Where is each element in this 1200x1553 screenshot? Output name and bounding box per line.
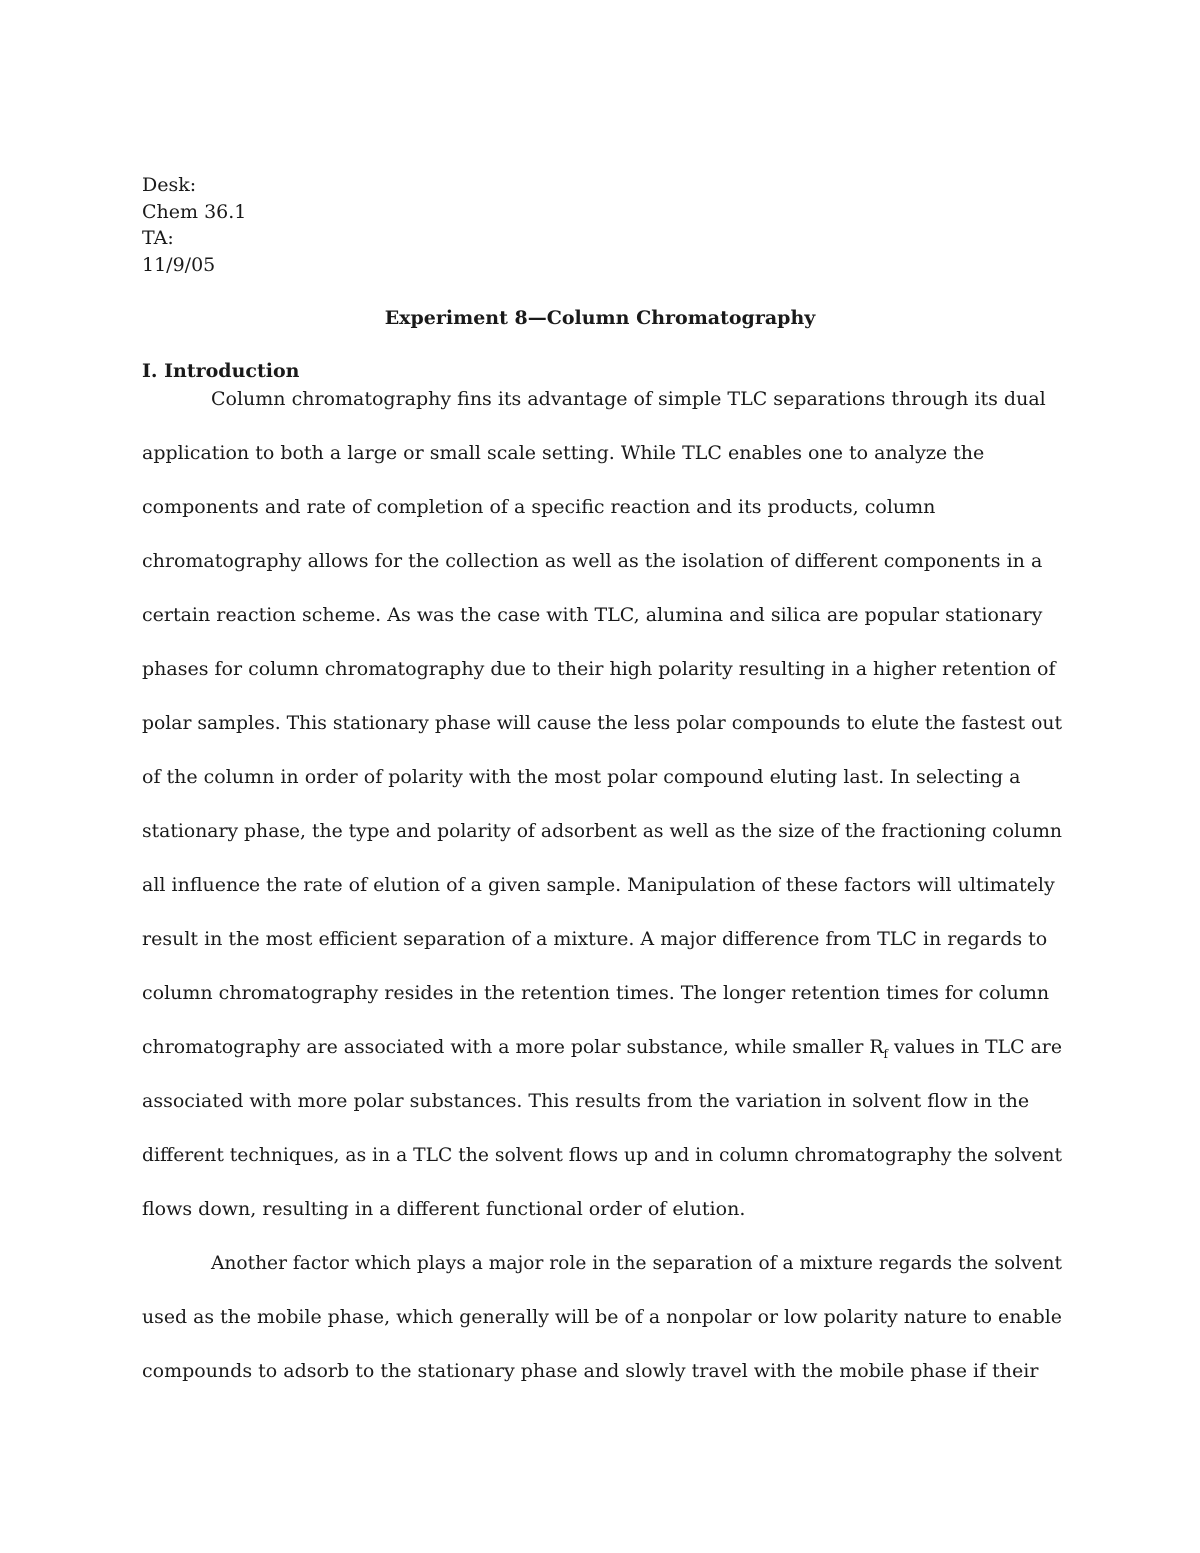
desk-label: Desk: [142, 174, 197, 196]
rf-subscript: f [883, 1046, 888, 1061]
paragraph-line: application to both a large or small scale setting. While TLC enables one to analyze the [142, 442, 985, 464]
paragraph-line: used as the mobile phase, which generally will be of a nonpolar or low polarity nature to enable [142, 1306, 1062, 1328]
paragraph-line: certain reaction scheme. As was the case with TLC, alumina and silica are popular stationary [142, 604, 1043, 626]
paragraph-line: flows down, resulting in a different functional order of elution. [142, 1198, 746, 1220]
paragraph-line: result in the most efficient separation of a mixture. A major difference from TLC in regards to [142, 928, 1048, 950]
course-label: Chem 36.1 [142, 200, 247, 223]
paragraph-line-rf [142, 1034, 1062, 1060]
document-header [142, 172, 246, 278]
ta-label: TA: [142, 227, 174, 249]
paragraph-line: of the column in order of polarity with the most polar compound eluting last. In selecting a [142, 766, 1021, 788]
rf-text-before: chromatography are associated with a more polar substance, while smaller R [142, 1036, 884, 1058]
paragraph-line: compounds to adsorb to the stationary phase and slowly travel with the mobile phase if their [142, 1360, 1039, 1382]
paragraph-line: polar samples. This stationary phase will cause the less polar compounds to elute the fastest out [142, 712, 1063, 734]
section-heading: I. Introduction [142, 360, 300, 382]
paragraph-line: Another factor which plays a major role in the separation of a mixture regards the solvent [211, 1252, 1063, 1274]
paragraph-line: associated with more polar substances. This results from the variation in solvent flow in the [142, 1090, 1030, 1112]
paragraph-line: different techniques, as in a TLC the solvent flows up and in column chromatography the solvent [142, 1144, 1062, 1166]
paragraph-line: chromatography allows for the collection as well as the isolation of different components in a [142, 550, 1043, 572]
document-title: Experiment 8—Column Chromatography [384, 307, 816, 329]
paragraph-line: all influence the rate of elution of a given sample. Manipulation of these factors will ultimately [142, 874, 1055, 896]
rf-text-after: values in TLC are [887, 1036, 1062, 1058]
date-label: 11/9/05 [142, 253, 216, 276]
paragraph-line: stationary phase, the type and polarity of adsorbent as well as the size of the fractioning column [142, 820, 1062, 842]
paragraph-line: phases for column chromatography due to their high polarity resulting in a higher retention of [142, 658, 1056, 680]
paragraph-line: Column chromatography fins its advantage of simple TLC separations through its dual [211, 388, 1046, 410]
paragraph-line: column chromatography resides in the retention times. The longer retention times for column [142, 982, 1050, 1004]
paragraph-line: components and rate of completion of a specific reaction and its products, column [142, 496, 936, 518]
